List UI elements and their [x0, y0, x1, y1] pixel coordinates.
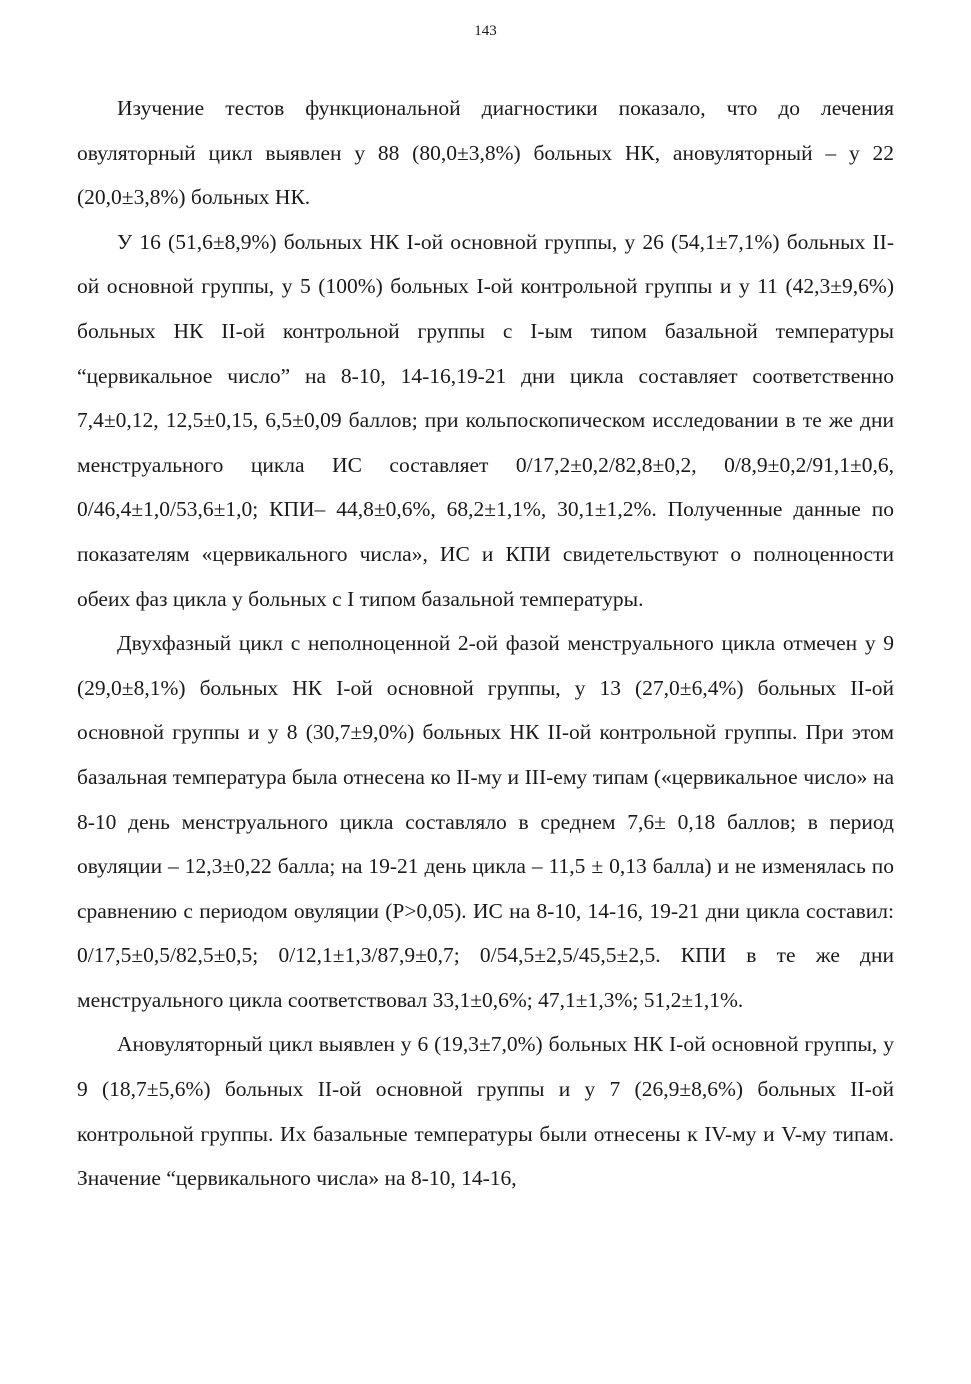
- paragraph-ovulatory-cycle: Изучение тестов функциональной диагностики показало, что до лечения овуляторный цикл выявлен у 88 (80,0±3,8%) больных НК, ановуляторный – у 22 (20,0±3,8%) больных НК.: [77, 96, 894, 210]
- page-number: 143: [474, 23, 497, 39]
- paragraph-biphasic-cycle: Двухфазный цикл с неполноценной 2-ой фазой менструального цикла отмечен у 9 (29,0±8,1%) больных НК I-ой основной группы, у 13 (27,0±6,4%) больных II-ой основной группы и у 8 (30,7±9,0%) больных НК II-ой контрольной группы. При этом базальная температура была отнесена ко II-му и III-ему типам («цервикальное число» на 8-10 день менструального цикла составляло в среднем 7,6± 0,18 баллов; в период овуляции – 12,3±0,22 балла; на 19-21 день цикла – 11,5 ± 0,13 балла) и не изменялась по сравнению с периодом овуляции (P>0,05). ИС на 8-10, 14-16, 19-21 дни цикла составил: 0/17,5±0,5/82,5±0,5; 0/12,1±1,3/87,9±0,7; 0/54,5±2,5/45,5±2,5. КПИ в те же дни менструального цикла соответствовал 33,1±0,6%; 47,1±1,3%; 51,2±1,1%.: [77, 631, 894, 1012]
- paragraph-type-one-temperature: У 16 (51,6±8,9%) больных НК I-ой основной группы, у 26 (54,1±7,1%) больных II-ой основной группы, у 5 (100%) больных I-ой контрольной группы и у 11 (42,3±9,6%) больных НК II-ой контрольной группы с I-ым типом базальной температуры “цервикальное число” на 8-10, 14-16,19-21 дни цикла составляет соответственно 7,4±0,12, 12,5±0,15, 6,5±0,09 баллов; при кольпоскопическом исследовании в те же дни менструального цикла ИС составляет 0/17,2±0,2/82,8±0,2, 0/8,9±0,2/91,1±0,6, 0/46,4±1,0/53,6±1,0; КПИ– 44,8±0,6%, 68,2±1,1%, 30,1±1,2%. Полученные данные по показателям «цервикального числа», ИС и КПИ свидетельствуют о полноценности обеих фаз цикла у больных с I типом базальной температуры.: [77, 229, 894, 611]
- paragraph-anovulatory-cycle: Ановуляторный цикл выявлен у 6 (19,3±7,0%) больных НК I-ой основной группы, у 9 (18,7±5,6%) больных II-ой основной группы и у 7 (26,9±8,6%) больных II-ой контрольной группы. Их базальные температуры были отнесены к IV-му и V-му типам. Значение “цервикального числа» на 8-10, 14-16,: [77, 1032, 894, 1191]
